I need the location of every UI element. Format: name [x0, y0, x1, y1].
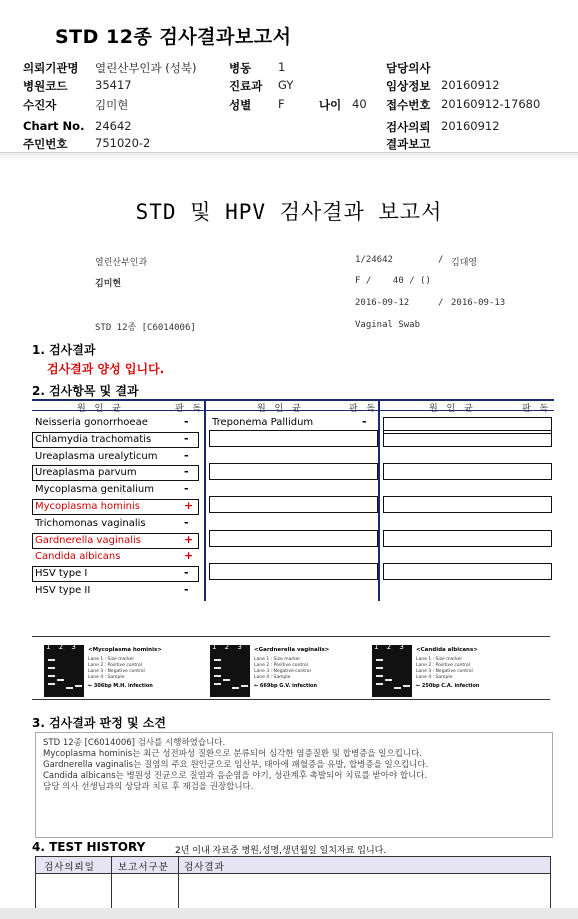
pathogen-result: - — [184, 415, 189, 428]
col3-pathogen-header: 원 인 균 — [429, 404, 476, 414]
gel-band — [214, 675, 221, 677]
empty-result-box — [383, 563, 552, 580]
empty-result-box — [209, 463, 378, 480]
column-divider — [204, 399, 206, 601]
receipt-no-label: 접수번호 — [386, 98, 431, 112]
empty-result-box — [209, 496, 378, 513]
gel-band — [376, 659, 383, 661]
sex-label: 성별 — [229, 98, 252, 112]
report-clinic: 열린산부인과 — [95, 258, 148, 268]
age-value: 40 — [352, 97, 367, 111]
gel-title: <Candida albicans> — [416, 647, 478, 653]
gel-band — [48, 675, 55, 677]
section2-title: 2. 검사항목 및 결과 — [32, 384, 139, 398]
opinion-line: Candida albicans는 병원성 진균으로 질염과 음순염을 야기, 성관계후 촉발되어 치료를 받아야 합니다. — [43, 771, 428, 781]
history-header-row — [36, 857, 550, 874]
report-doc-no: 1/24642 — [355, 255, 393, 265]
clinical-info-value: 20160912 — [441, 78, 500, 92]
gel-band — [376, 675, 383, 677]
hospital-code-value: 35417 — [95, 78, 132, 92]
pathogen-result: - — [184, 482, 189, 496]
pathogen-name: Neisseria gonorrhoeae — [35, 417, 148, 428]
pathogen-name: Mycoplasma hominis — [35, 501, 140, 512]
institution-value: 열린산부인과 (성북) — [95, 61, 197, 75]
col3-judgment-header: 판 독 — [522, 404, 552, 414]
gel-legend-line: Lane 2 : Positive control — [88, 663, 142, 668]
result-report-label: 결과보고 — [386, 137, 431, 151]
gel-image-strip — [32, 636, 550, 700]
patient-label: 수진자 — [23, 98, 57, 112]
pathogen-result: + — [184, 532, 194, 546]
gel-band — [66, 687, 73, 689]
history-col-report-type: 보고서구분 — [118, 862, 169, 873]
report-sep-1: / — [438, 255, 444, 265]
gel-band — [214, 683, 221, 685]
gel-result: ← 669bp G.V. infection — [254, 683, 318, 689]
pathogen-result: + — [184, 549, 194, 563]
gel-legend-line: Lane 3 : Negative control — [416, 669, 473, 674]
patient-value: 김미현 — [95, 98, 129, 112]
pathogen-name: Ureaplasma urealyticum — [35, 450, 158, 462]
report-test-name: STD 12종 [C6014006] — [95, 323, 196, 333]
section3-title: 3. 검사결과 판정 및 소견 — [32, 716, 166, 730]
doctor-label: 담당의사 — [386, 61, 431, 75]
gel-legend-line: Lane 3 : Negative control — [88, 669, 145, 674]
department-value: GY — [278, 78, 294, 92]
opinion-line: 담당 의사 선생님과의 상담과 치료 후 재검을 권장합니다. — [43, 782, 254, 792]
empty-result-box — [209, 430, 378, 447]
gel-band — [48, 667, 55, 669]
empty-result-box — [209, 563, 378, 580]
pathogen-result: - — [184, 583, 189, 596]
empty-result-box — [209, 530, 378, 547]
gel-legend-line: Lane 1 : Size marker — [254, 657, 301, 662]
gel-image — [372, 643, 420, 697]
gel-result: ← 250bp C.A. infection — [416, 683, 480, 689]
chart-no-label: Chart No. — [23, 119, 85, 133]
gel-title: <Mycoplasma hominis> — [88, 647, 162, 653]
institution-label: 의뢰기관명 — [23, 61, 79, 75]
gel-legend-line: Lane 1 : Size marker — [416, 657, 463, 662]
ward-label: 병동 — [229, 61, 252, 75]
gel-band — [376, 683, 383, 685]
gel-band — [376, 667, 383, 669]
report-date-from: 2016-09-12 — [355, 298, 410, 308]
gel-band — [214, 659, 221, 661]
opinion-line: STD 12종 [C6014006] 검사를 시행하였습니다. — [43, 738, 226, 748]
ward-value: 1 — [278, 60, 286, 74]
col2-judgment-header: 판 독 — [349, 404, 379, 414]
gel-lane-numbers: 1 2 3 4 — [46, 643, 92, 651]
gel-band — [214, 667, 221, 669]
gel-legend-line: Lane 4 : Sample — [88, 675, 125, 680]
resident-id-label: 주민번호 — [23, 137, 68, 151]
pathogen-name: HSV type II — [35, 585, 91, 596]
receipt-no-value: 20160912-17680 — [441, 97, 541, 111]
gel-band — [403, 685, 410, 687]
col1-pathogen-header: 원 인 균 — [77, 404, 124, 414]
gel-legend-line: Lane 2 : Positive control — [416, 663, 470, 668]
page-separator — [0, 152, 578, 161]
empty-result-box — [383, 463, 552, 480]
col2-item-result: - — [362, 415, 367, 428]
gel-image — [44, 643, 92, 697]
gel-lane-numbers: 1 2 3 4 — [374, 643, 420, 651]
pathogen-result: - — [184, 566, 189, 580]
gel-band — [241, 685, 248, 687]
section4-title: 4. TEST HISTORY — [32, 840, 146, 854]
gel-band — [385, 679, 392, 681]
empty-result-box — [383, 496, 552, 513]
chart-no-value: 24642 — [95, 119, 132, 133]
column-divider — [378, 399, 380, 601]
gel-band — [394, 687, 401, 689]
document-title: STD 12종 검사결과보고서 — [55, 26, 292, 48]
report-title: STD 및 HPV 검사결과 보고서 — [135, 200, 443, 224]
clinical-info-label: 임상정보 — [386, 79, 431, 93]
gel-band — [223, 679, 230, 681]
col2-pathogen-header: 원 인 균 — [257, 404, 304, 414]
gel-legend-line: Lane 4 : Sample — [254, 675, 291, 680]
gel-legend-line: Lane 2 : Positive control — [254, 663, 308, 668]
opinion-line: Gardnerella vaginalis는 질염의 주요 원인균으로 임산부, 태아에 패혈증을 유발, 합병증을 일으킵니다. — [43, 760, 429, 770]
history-note: 2년 이내 자료중 병원,성명,생년월일 일치자료 입니다. — [175, 846, 387, 856]
pathogen-result: - — [184, 465, 189, 479]
report-specimen: Vaginal Swab — [355, 320, 421, 330]
report-sep-2: / — [438, 298, 444, 308]
pathogen-result: - — [184, 515, 189, 529]
history-col-divider — [111, 857, 112, 915]
gel-image — [210, 643, 258, 697]
request-date-label: 검사의뢰 — [386, 120, 431, 134]
history-col-request-date: 검사의뢰일 — [44, 862, 95, 873]
gel-lane-numbers: 1 2 3 4 — [212, 643, 258, 651]
col2-item-name: Treponema Pallidum — [212, 417, 314, 428]
gel-band — [75, 685, 82, 687]
gel-legend-line: Lane 3 : Negative control — [254, 669, 311, 674]
department-label: 진료과 — [229, 79, 263, 93]
pathogen-name: Chlamydia trachomatis — [35, 433, 152, 445]
gel-legend-line: Lane 4 : Sample — [416, 675, 453, 680]
pathogen-name: HSV type I — [35, 568, 88, 580]
gel-band — [57, 679, 64, 681]
pathogen-name: Gardnerella vaginalis — [35, 534, 141, 546]
pathogen-name: Trichomonas vaginalis — [35, 517, 146, 529]
gel-title: <Gardnerella vaginalis> — [254, 647, 330, 653]
empty-result-box — [383, 430, 552, 447]
empty-result-box — [383, 530, 552, 547]
resident-id-value: 751020-2 — [95, 136, 151, 150]
items-table — [32, 399, 554, 601]
pathogen-result: + — [184, 499, 194, 512]
report-patient: 김미현 — [95, 279, 122, 289]
gel-result: ← 306bp M.H. infection — [88, 683, 153, 689]
gel-legend-line: Lane 1 : Size marker — [88, 657, 135, 662]
opinion-box — [35, 732, 553, 838]
gel-band — [232, 687, 239, 689]
pathogen-name: Candida albicans — [35, 551, 121, 563]
positive-result-text: 검사결과 양성 입니다. — [47, 362, 165, 376]
pathogen-name: Ureaplasma parvum — [35, 467, 137, 479]
history-col-divider — [178, 857, 179, 915]
opinion-line: Mycoplasma hominis는 최근 성전파성 질환으로 분류되어 심각한 염증질환 및 합병증을 일으킵니다. — [43, 749, 423, 759]
col1-judgment-header: 판 독 — [175, 404, 205, 414]
section1-title: 1. 검사결과 — [32, 343, 96, 357]
history-col-result: 검사결과 — [184, 862, 225, 873]
pathogen-name: Mycoplasma genitalium — [35, 484, 154, 496]
pathogen-result: - — [184, 448, 189, 462]
gel-band — [48, 659, 55, 661]
hospital-code-label: 병원코드 — [23, 79, 68, 93]
sex-value: F — [278, 97, 285, 111]
report-sex-age: F / 40 / () — [355, 276, 431, 286]
history-table — [35, 856, 551, 914]
bottom-scroll-area — [0, 908, 578, 919]
report-date-to: 2016-09-13 — [451, 298, 506, 308]
gel-band — [48, 683, 55, 685]
pathogen-result: - — [184, 431, 189, 445]
report-doctor-name: 김대영 — [451, 258, 478, 268]
request-date-value: 20160912 — [441, 119, 500, 133]
age-label: 나이 — [319, 98, 342, 112]
